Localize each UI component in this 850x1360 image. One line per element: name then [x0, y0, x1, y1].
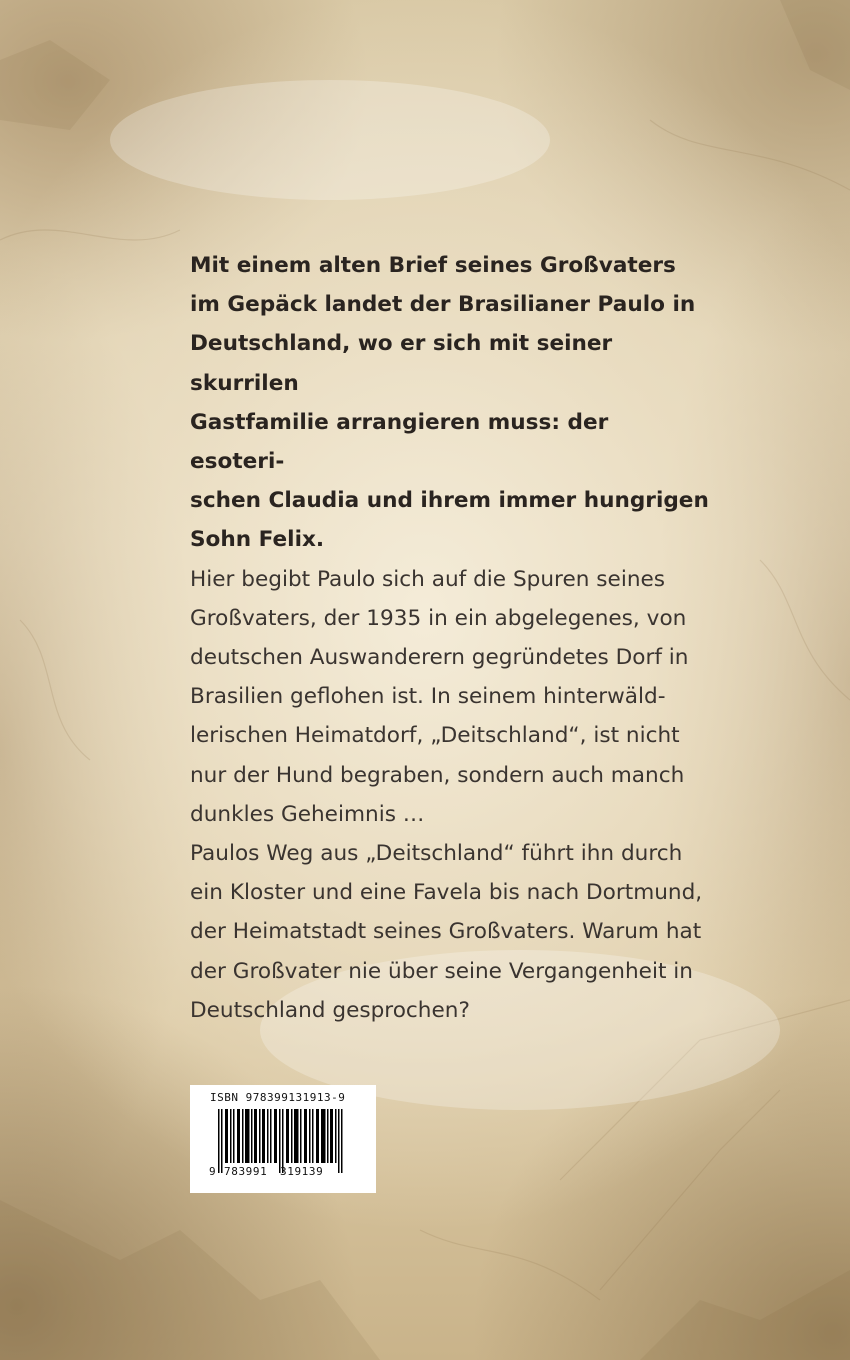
text-line: Brasilien geflohen ist. In seinem hinterwäld- — [190, 684, 666, 710]
blurb-paragraph-3 — [190, 834, 710, 1030]
text-line: im Gepäck landet der Brasilianer Paulo in — [190, 292, 696, 318]
text-line: Sohn Felix. — [190, 527, 325, 553]
text-line: Deutschland, wo er sich mit seiner skurrilen — [190, 331, 613, 396]
text-line: der Großvater nie über seine Vergangenheit in — [190, 958, 693, 984]
text-line: Gastfamilie arrangieren muss: der esoteri- — [190, 409, 609, 475]
text-line: lerischen Heimatdorf, „Deitschland“, ist nicht — [190, 723, 680, 749]
text-line: Paulos Weg aus „Deitschland“ führt ihn durch — [190, 841, 683, 867]
text-line: schen Claudia und ihrem immer hungrigen — [190, 488, 709, 514]
ean-digit-first: 9 — [209, 1165, 216, 1178]
text-line: ein Kloster und eine Favela bis nach Dortmund, — [190, 880, 703, 906]
text-line: Deutschland gesprochen? — [190, 997, 470, 1023]
ean-digits-right: 319139 — [280, 1165, 324, 1178]
text-line: der Heimatstadt seines Großvaters. Warum hat — [190, 919, 702, 945]
blurb-paragraph-2 — [190, 560, 710, 834]
barcode-bars — [218, 1109, 348, 1173]
text-line: Hier begibt Paulo sich auf die Spuren seines — [190, 566, 666, 592]
text-line: dunkles Geheimnis … — [190, 801, 425, 827]
text-line: Mit einem alten Brief seines Großvaters — [190, 253, 676, 278]
back-cover-blurb — [190, 246, 710, 1030]
blurb-lead-paragraph — [190, 246, 710, 560]
text-line: deutschen Auswanderern gegründetes Dorf in — [190, 645, 689, 671]
isbn-barcode — [190, 1085, 376, 1193]
text-line: Großvaters, der 1935 in ein abgelegenes, von — [190, 605, 687, 631]
ean-digits-left: 783991 — [224, 1165, 268, 1178]
text-line: nur der Hund begraben, sondern auch manch — [190, 762, 685, 788]
isbn-label: ISBN 978399131913-9 — [210, 1091, 346, 1104]
